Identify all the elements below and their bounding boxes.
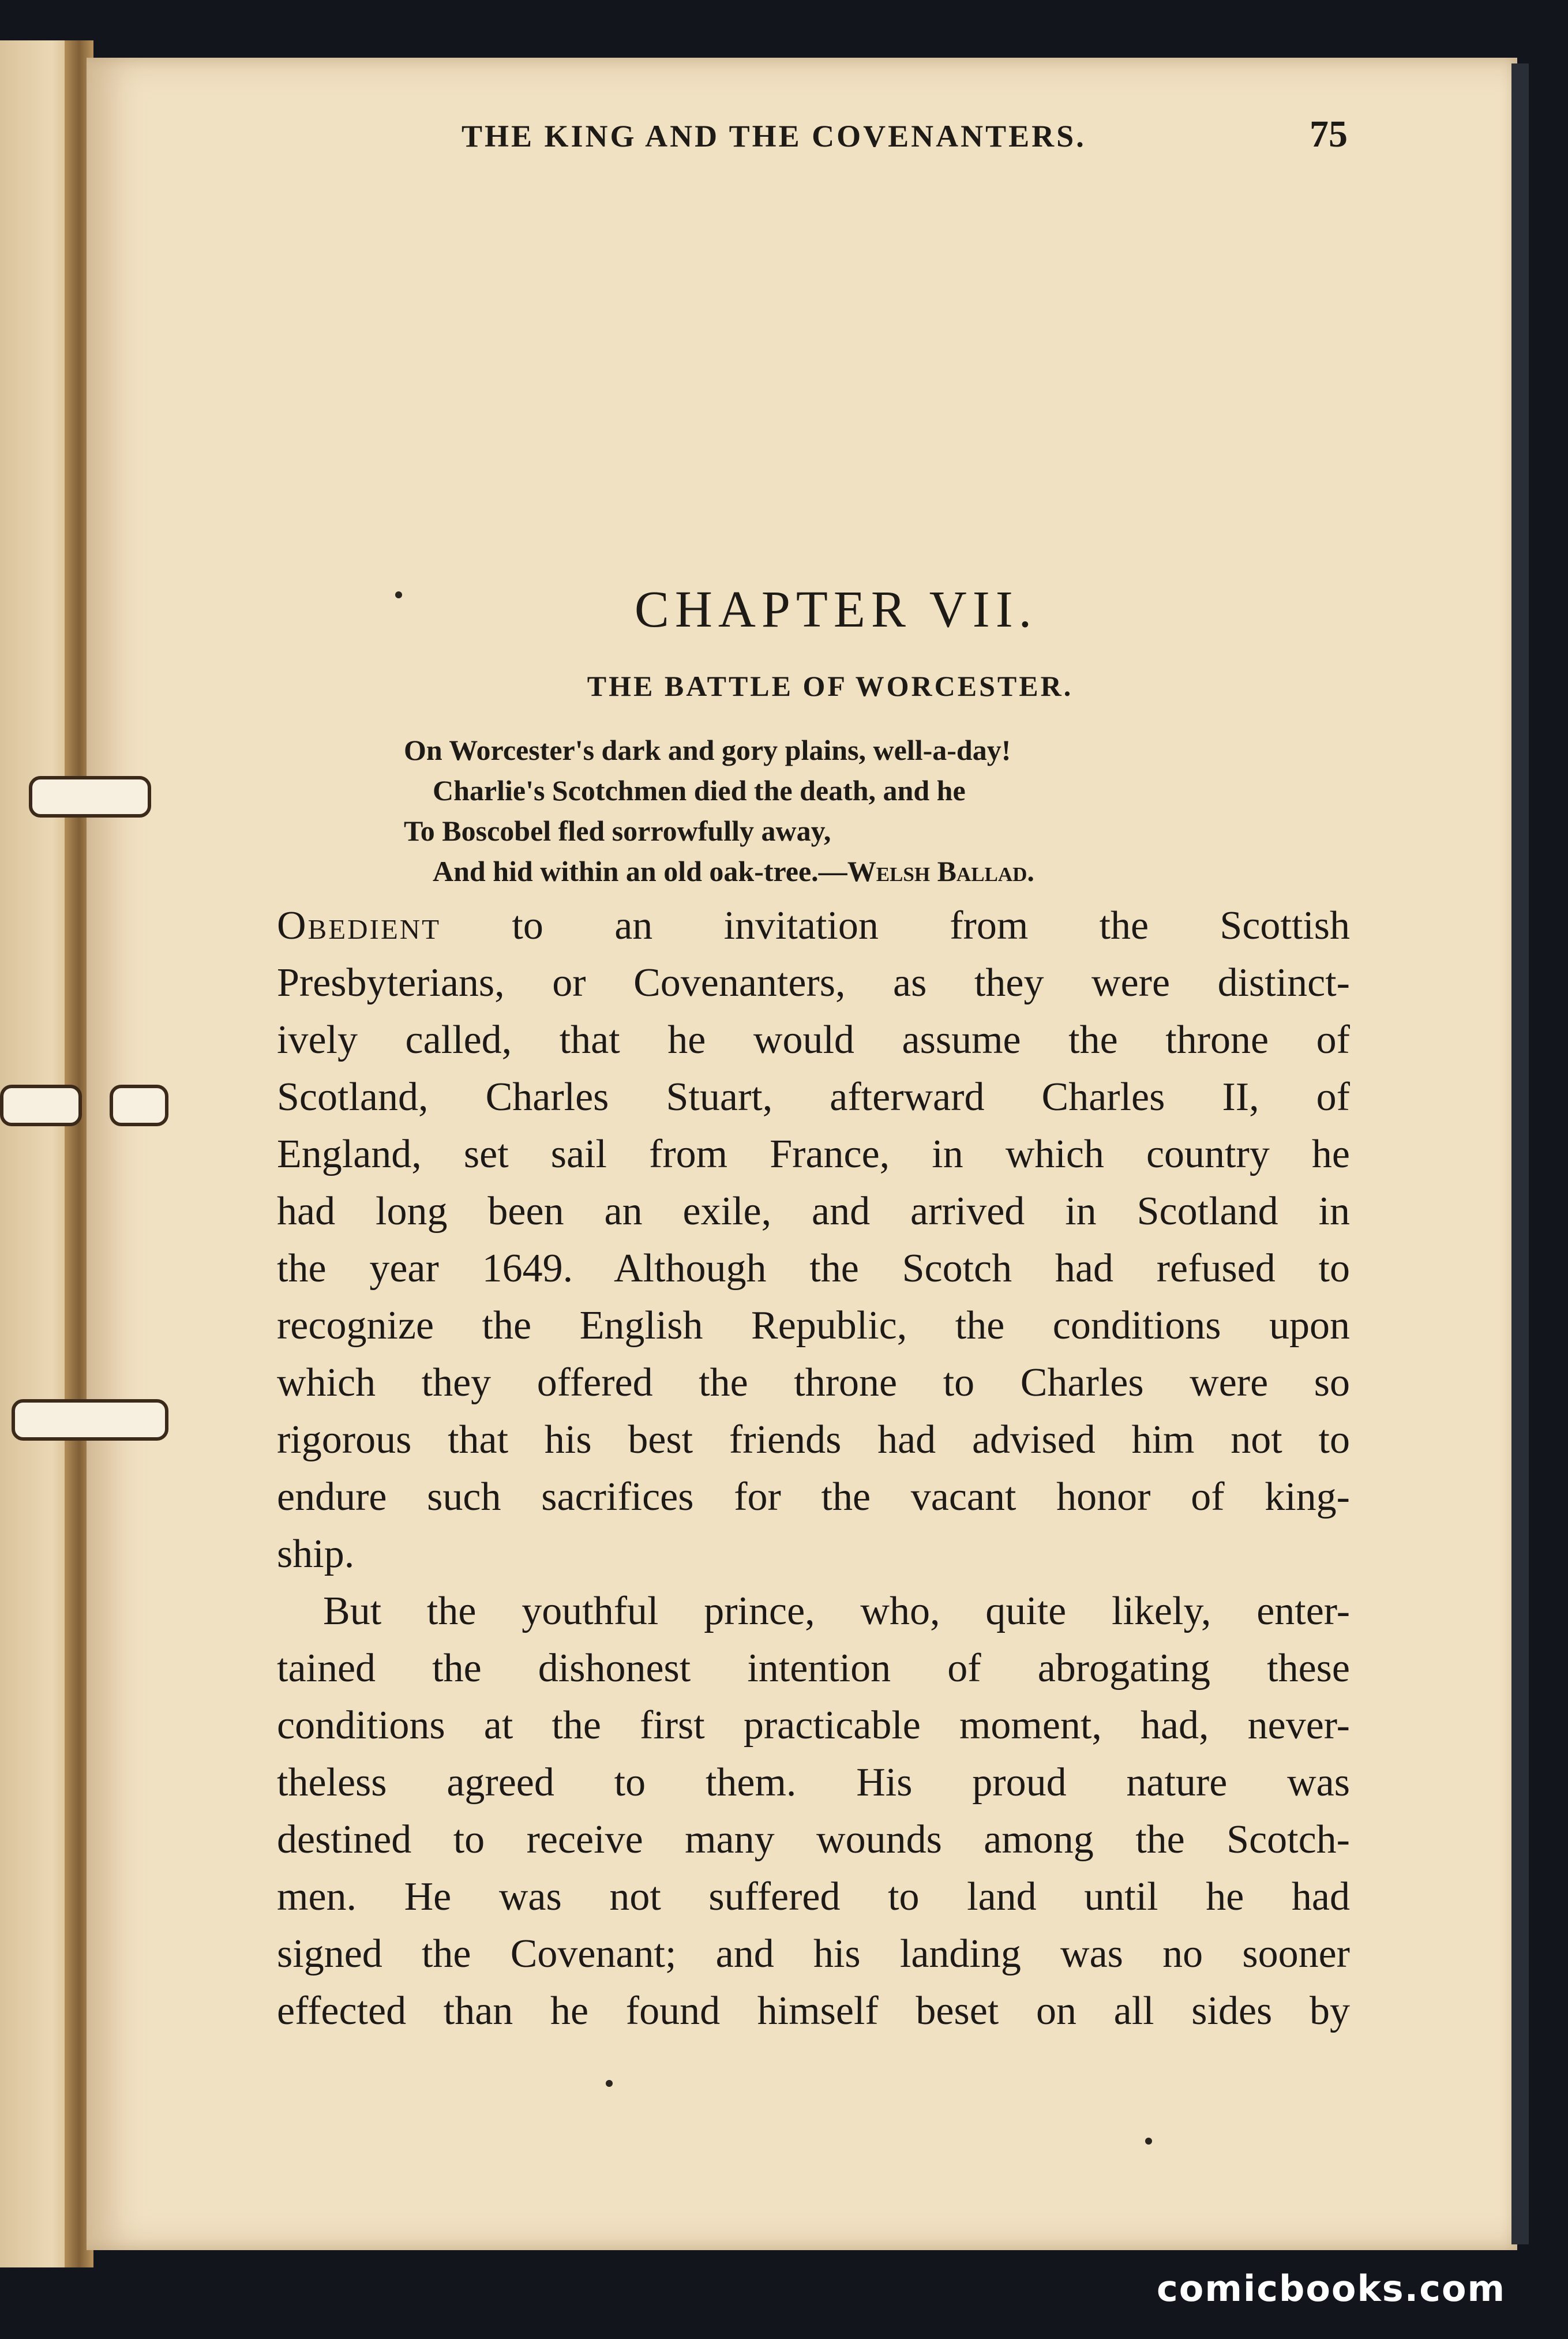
binding-hole-bottom (12, 1399, 168, 1441)
text-line: which they offered the throne to Charles were so (277, 1360, 1350, 1405)
text-line: men. He was not suffered to land until he had (277, 1875, 1350, 1919)
running-head: THE KING AND THE COVENANTERS. (462, 119, 1086, 153)
print-speck (606, 2080, 613, 2087)
watermark: comicbooks.com (1157, 2267, 1506, 2310)
text-line: the year 1649. Although the Scotch had refused to (277, 1246, 1350, 1291)
text-line: tained the dishonest intention of abrogating these (277, 1646, 1350, 1690)
text-line: effected than he found himself beset on all sides by (277, 1989, 1350, 2033)
text-line: Presbyterians, or Covenanters, as they were distinct- (277, 961, 1350, 1005)
chapter-subtitle: THE BATTLE OF WORCESTER. (587, 670, 1074, 702)
text-line: recognize the English Republic, the conditions upon (277, 1303, 1350, 1348)
chapter-title: CHAPTER VII. (634, 581, 1038, 638)
page-edge-shadow (1511, 63, 1529, 2244)
text-line: Scotland, Charles Stuart, afterward Charles II, of (277, 1075, 1350, 1119)
text-line: theless agreed to them. His proud nature was (277, 1760, 1350, 1805)
text-line: But the youthful prince, who, quite likely, enter- (323, 1589, 1350, 1633)
text-line: destined to receive many wounds among the Scotch- (277, 1817, 1350, 1862)
text-line (277, 897, 1350, 954)
epigraph-line (404, 851, 1327, 891)
binding-hole-middle-right (110, 1085, 168, 1126)
text-line: endure such sacrifices for the vacant honor of king- (277, 1475, 1350, 1519)
text-line: signed the Covenant; and his landing was no sooner (277, 1932, 1350, 1976)
drop-lead-word: Obedient (277, 904, 441, 948)
text-line: ship. (277, 1532, 355, 1576)
epigraph-line: Charlie's Scotchmen died the death, and he (433, 774, 966, 807)
body-text (277, 897, 1350, 2040)
epigraph-line: On Worcester's dark and gory plains, well-a-day! (404, 734, 1011, 766)
binding-hole-top (29, 776, 151, 818)
epigraph-line: To Boscobel fled sorrowfully away, (404, 815, 831, 847)
text-line: had long been an exile, and arrived in Scotland in (277, 1189, 1350, 1234)
binding-hole-middle-left (0, 1085, 82, 1126)
text-line: conditions at the first practicable moment, had, never- (277, 1703, 1350, 1748)
text-line: England, set sail from France, in which country he (277, 1132, 1350, 1176)
paragraph-1 (277, 897, 1350, 1583)
text-line: rigorous that his best friends had advised him not to (277, 1418, 1350, 1462)
epigraph-line-text: And hid within an old oak-tree.— (433, 855, 847, 887)
text-line-rest: to an invitation from the Scottish (441, 904, 1350, 948)
page-number: 75 (1310, 113, 1348, 155)
epigraph-attribution: Welsh Ballad. (847, 855, 1034, 887)
paragraph-2 (277, 1583, 1350, 2040)
epigraph (404, 730, 1327, 891)
text-line: ively called, that he would assume the throne of (277, 1018, 1350, 1062)
print-speck (1145, 2138, 1152, 2145)
